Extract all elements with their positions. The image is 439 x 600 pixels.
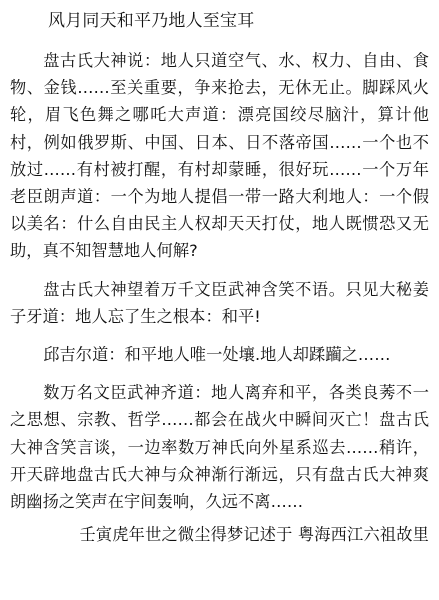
signature-line: 壬寅虎年世之微尘得梦记述于 粤海西江六祖故里	[79, 525, 429, 545]
paragraph-3: 邱吉尔道：和平地人唯一处壤.地人却蹂躏之……	[43, 345, 391, 365]
paragraph-2: 盘古氏大神望着万千文臣武神含笑不语。只见大秘姜子牙道：地人忘了生之根本：和平!	[10, 279, 429, 326]
paragraph-1: 盘古氏大神说：地人只道空气、水、权力、自由、食物、金钱……至关重要，争来抢去，无休无止。脚踩风火轮，眉飞色舞之哪吒大声道：漂亮国绞尽脑汁，算计他村，例如俄罗斯、中国、日本、日不落帝国……一个也不放过……有村被打醒，有村却蒙睡，很好玩……一个万年老臣朗声道：一个为地人提倡一带一路大利地人：一个假以美名：什么自由民主人权却天天打仗，地人既惯恐又无助，真不知智慧地人何解?	[10, 51, 429, 261]
paragraph-4: 数万名文臣武神齐道：地人离弃和平，各类良莠不一之思想、宗教、哲学……都会在战火中瞬间灭亡！盘古氏大神含笑言谈，一边率数万神氏向外星系巡去……稍许，开天辟地盘古氏大神与众神渐行渐远，只有盘古氏大神爽朗幽扬之笑声在宇间轰响，久远不离……	[10, 383, 429, 512]
article-title: 风月同天和平乃地人至宝耳	[48, 11, 255, 31]
